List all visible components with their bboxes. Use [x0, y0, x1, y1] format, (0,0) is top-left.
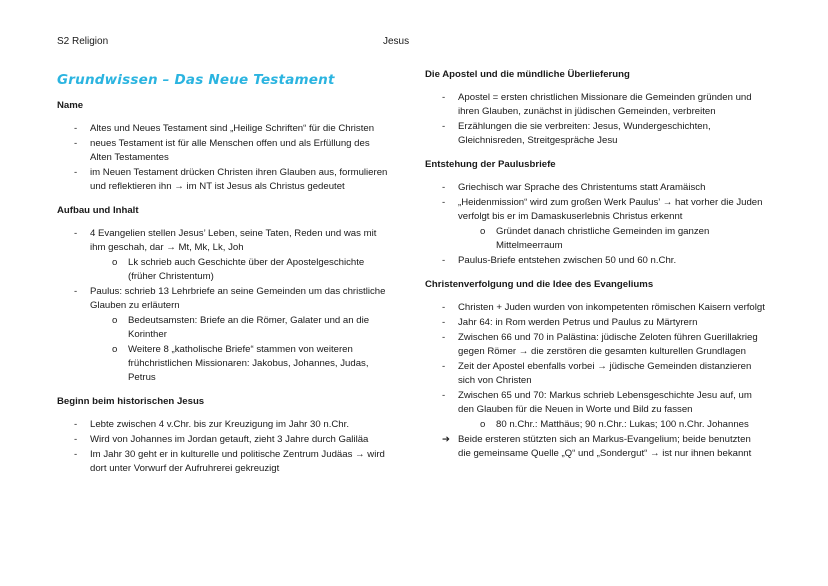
section-heading: Entstehung der Paulusbriefe — [425, 159, 556, 170]
list-item — [57, 343, 392, 385]
section-spacer — [425, 461, 765, 470]
section-spacer — [57, 477, 392, 486]
sub-bullet-icon: o — [480, 226, 486, 237]
sub-bullet-icon: o — [112, 257, 118, 268]
left-column — [57, 68, 392, 486]
dash-bullet-icon: - — [442, 390, 446, 401]
list-item-text: Lebte zwischen 4 v.Chr. bis zur Kreuzigung im Jahr 30 n.Chr. — [90, 419, 349, 430]
list-item — [425, 254, 765, 268]
list-item-text: 80 n.Chr.: Matthäus; 90 n.Chr.: Lukas; 100 n.Chr. Johannes — [496, 419, 749, 430]
list-item — [57, 418, 392, 432]
dash-bullet-icon: - — [74, 228, 78, 239]
list-item-text: Bedeutsamsten: Briefe an die Römer, Galater und an die Korinther — [128, 315, 370, 340]
list-item-text: Im Jahr 30 geht er in kulturelle und politische Zentrum Judäas → wird dort unter Vorwurf der Aufruhrerei gekreuzigt — [90, 449, 385, 474]
page-title: Grundwissen – Das Neue Testament — [57, 72, 335, 88]
list-item — [57, 227, 392, 255]
list-item-text: Jahr 64: in Rom werden Petrus und Paulus zu Märtyrern — [458, 317, 698, 328]
list-item-text: „Heidenmission“ wird zum großen Werk Paulus’ → hat vorher die Juden verfolgt bis er im Damaskuserlebnis Christus erkennt — [458, 197, 763, 222]
list-item — [425, 389, 765, 417]
list-item-text: Erzählungen die sie verbreiten: Jesus, Wundergeschichten, Gleichnisreden, Streitgespräche Jesu — [458, 121, 711, 146]
list-item — [57, 166, 392, 194]
list-item — [425, 225, 765, 253]
dash-bullet-icon: - — [442, 302, 446, 313]
list-item — [425, 331, 765, 359]
list-item-text: Beide ersteren stützten sich an Markus-Evangelium; beide benutzten die gemeinsame Quelle „Q“ und „Sondergut“ → ist nur ihnen bekannt — [458, 434, 752, 459]
sub-bullet-icon: o — [112, 344, 118, 355]
list-item-text: Zeit der Apostel ebenfalls vorbei → jüdische Gemeinden distanzieren sich von Christen — [458, 361, 752, 386]
list-item — [425, 301, 765, 315]
list-item-text: Zwischen 66 und 70 in Palästina: jüdische Zeloten führen Guerillakrieg gegen Römer → die zerstören die gesamten kulturellen Grundlagen — [458, 332, 758, 357]
list-item — [57, 433, 392, 447]
dash-bullet-icon: - — [442, 255, 446, 266]
list-item-text: Griechisch war Sprache des Christentums statt Aramäisch — [458, 182, 706, 193]
list-item — [425, 360, 765, 388]
list-item-text: Wird von Johannes im Jordan getauft, zieht 3 Jahre durch Galiläa — [90, 434, 369, 445]
section-heading: Die Apostel und die mündliche Überlieferung — [425, 69, 630, 80]
list-item — [57, 256, 392, 284]
list-item-text: Gründet danach christliche Gemeinden im ganzen Mittelmeerraum — [496, 226, 710, 251]
right-column — [425, 68, 765, 470]
header-topic: Jesus — [383, 36, 410, 47]
list-item — [57, 137, 392, 165]
dash-bullet-icon: - — [74, 123, 78, 134]
list-item — [425, 91, 765, 119]
dash-bullet-icon: - — [442, 121, 446, 132]
dash-bullet-icon: - — [442, 317, 446, 328]
dash-bullet-icon: - — [74, 167, 78, 178]
list-item — [57, 448, 392, 476]
sub-bullet-icon: o — [112, 315, 118, 326]
list-item-text: Zwischen 65 und 70: Markus schrieb Lebensgeschichte Jesu auf, um den Glauben für die Neuen in Worte und Bild zu fassen — [458, 390, 752, 415]
list-item — [425, 316, 765, 330]
section-spacer — [57, 195, 392, 204]
list-item-text: Christen + Juden wurden von inkompetenten römischen Kaisern verfolgt — [458, 302, 765, 313]
list-item — [425, 196, 765, 224]
dash-bullet-icon: - — [74, 138, 78, 149]
dash-bullet-icon: - — [442, 182, 446, 193]
list-item-text: Weitere 8 „katholische Briefe“ stammen von weiteren frühchristlichen Missionaren: Jakobus, Johannes, Judas, Petrus — [128, 344, 369, 383]
arrow-bullet-icon: ➔ — [442, 434, 451, 445]
list-item — [425, 181, 765, 195]
section-heading: Beginn beim historischen Jesus — [57, 396, 205, 407]
dash-bullet-icon: - — [442, 332, 446, 343]
dash-bullet-icon: - — [74, 419, 78, 430]
list-item-text: 4 Evangelien stellen Jesus’ Leben, seine Taten, Reden und was mit ihm geschah, dar → Mt, Mk, Lk, Joh — [90, 228, 377, 253]
list-item-text: neues Testament ist für alle Menschen offen und als Erfüllung des Alten Testamentes — [90, 138, 370, 163]
list-item-text: Apostel = ersten christlichen Missionare die Gemeinden gründen und ihren Glauben, zunächst in jüdischen Gemeinden, verbreiten — [458, 92, 752, 117]
list-item — [57, 314, 392, 342]
list-item — [57, 122, 392, 136]
dash-bullet-icon: - — [74, 449, 78, 460]
list-item — [425, 433, 765, 461]
dash-bullet-icon: - — [442, 92, 446, 103]
dash-bullet-icon: - — [74, 434, 78, 445]
dash-bullet-icon: - — [442, 361, 446, 372]
list-item-text: Paulus-Briefe entstehen zwischen 50 und 60 n.Chr. — [458, 255, 677, 266]
list-item-text: im Neuen Testament drücken Christen ihren Glauben aus, formulieren und reflektieren ihn → im NT ist Jesus als Christus gedeutet — [90, 167, 388, 192]
dash-bullet-icon: - — [442, 197, 446, 208]
right-sections — [425, 68, 765, 470]
list-item-text: Lk schrieb auch Geschichte über der Apostelgeschichte (früher Christentum) — [128, 257, 365, 282]
list-item — [425, 120, 765, 148]
list-item-text: Altes und Neues Testament sind „Heilige Schriften“ für die Christen — [90, 123, 375, 134]
list-item — [425, 418, 765, 432]
section-heading: Name — [57, 100, 84, 111]
sub-bullet-icon: o — [480, 419, 486, 430]
list-item-text: Paulus: schrieb 13 Lehrbriefe an seine Gemeinden um das christliche Glauben zu erläutern — [90, 286, 386, 311]
section-heading: Aufbau und Inhalt — [57, 205, 139, 216]
header-course: S2 Religion — [57, 36, 109, 47]
section-spacer — [57, 386, 392, 395]
section-spacer — [425, 149, 765, 158]
section-spacer — [425, 269, 765, 278]
list-item — [57, 285, 392, 313]
left-sections — [57, 99, 392, 486]
dash-bullet-icon: - — [74, 286, 78, 297]
section-heading: Christenverfolgung und die Idee des Evangeliums — [425, 279, 654, 290]
